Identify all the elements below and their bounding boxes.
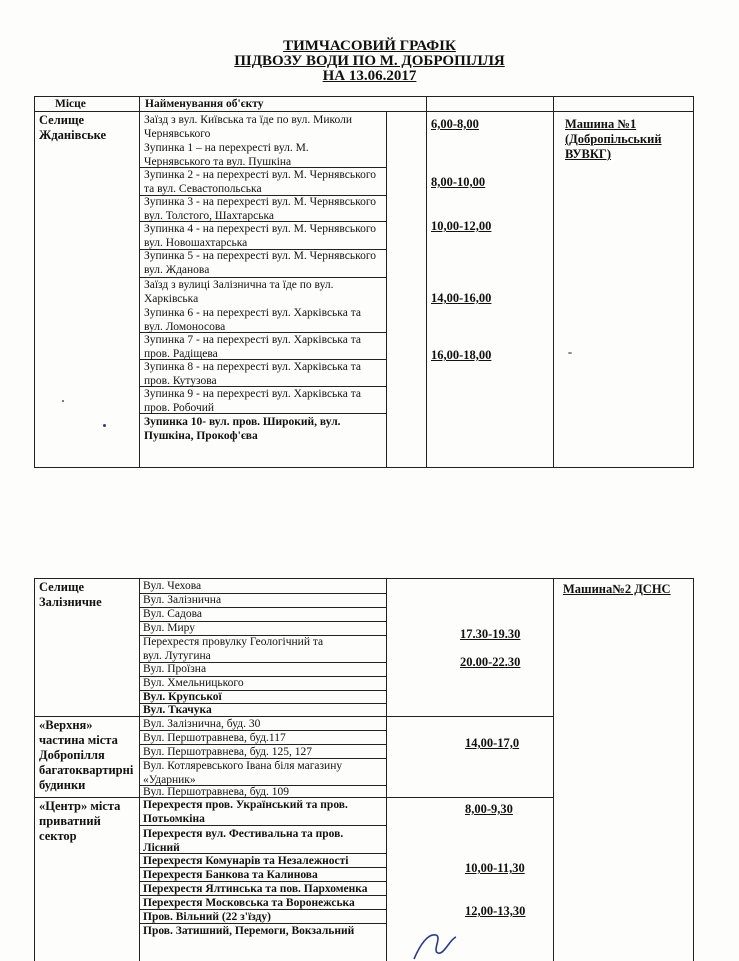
time-slot: 8,00-9,30: [465, 802, 513, 816]
stop-row: Зупинка 7 - на перехресті вул. Харківська та пров. Радіщева: [144, 334, 361, 360]
column-header-object: Найменування об'єкту: [145, 98, 264, 110]
street-row: Вул. Проїзна: [143, 663, 207, 675]
stop-row: Зупинка 9 - на перехресті вул. Харківська та пров. Робочий: [144, 388, 361, 414]
street-row: Перехрестя Московська та Воронежська: [143, 897, 355, 909]
street-row: Пров. Вільний (22 з'їзду): [143, 911, 271, 923]
street-row: Вул. Першотравнева, буд. 109: [143, 786, 289, 798]
title-line-1: ТИМЧАСОВИЙ ГРАФІК: [283, 38, 456, 54]
stop-row: Зупинка 8 - на перехресті вул. Харківська та пров. Кутузова: [144, 361, 361, 387]
column-header-place: Місце: [55, 98, 86, 110]
time-slot: 14,00-17,0: [465, 736, 520, 750]
title-line-3: НА 13.06.2017: [322, 68, 417, 84]
place-cell: Селище Жданівське: [39, 113, 107, 142]
machine-label: Машина№2 ДСНС: [563, 582, 671, 596]
stray-mark: [568, 352, 572, 354]
stop-row: Зупинка 2 - на перехресті вул. М. Чернявського та вул. Севастопольська: [144, 169, 377, 195]
stop-row: Зупинка 4 - на перехресті вул. М. Чернявського вул. Новошахтарська: [144, 223, 377, 249]
time-slot: 12,00-13,30: [465, 904, 526, 918]
street-row: Перехрестя вул. Фестивальна та пров. Лісний: [143, 828, 344, 854]
place-cell: «Верхня» частина міста Добропілля багатоквартирні будинки: [39, 718, 134, 792]
time-slot: 20.00-22.30: [460, 655, 521, 669]
street-row: Перехрестя Комунарів та Незалежності: [143, 855, 349, 867]
time-slot: 6,00-8,00: [431, 117, 479, 131]
stop-row: Зупинка 3 - на перехресті вул. М. Чернявського вул. Толстого, Шахтарська: [144, 196, 377, 222]
street-row: Перехрестя пров. Український та пров. Потьомкіна: [143, 799, 348, 825]
signature-mark: [410, 925, 470, 960]
place-cell: «Центр» міста приватний сектор: [39, 799, 121, 843]
time-slot: 17.30-19.30: [460, 627, 521, 641]
stray-mark: [103, 424, 106, 427]
street-row: Вул. Котляревського Івана біля магазину «Ударник»: [143, 760, 343, 786]
time-slot: 10,00-11,30: [465, 861, 525, 875]
stop-row: Зупинка 10- вул. пров. Широкий, вул. Пушкіна, Прокоф'єва: [144, 416, 341, 442]
street-row: Вул. Залізнична: [143, 594, 222, 606]
street-row: Вул. Садова: [143, 608, 203, 620]
street-row: Вул. Чехова: [143, 580, 202, 592]
street-row: Вул. Миру: [143, 622, 195, 634]
place-cell: Селище Залізничне: [39, 580, 102, 609]
street-row: Вул. Залізнична, буд. 30: [143, 718, 261, 730]
machine-label: Машина №1 (Добропільський ВУВКГ): [565, 117, 662, 161]
schedule-table-1: [34, 96, 694, 468]
street-row: Вул. Хмельницького: [143, 677, 244, 689]
street-row: Вул. Першотравнева, буд.117: [143, 732, 286, 744]
time-slot: 10,00-12,00: [431, 219, 492, 233]
street-row: Вул. Першотравнева, буд. 125, 127: [143, 746, 312, 758]
schedule-table-2: [34, 578, 694, 961]
title-line-2: ПІДВОЗУ ВОДИ ПО М. ДОБРОПІЛЛЯ: [234, 53, 505, 69]
time-slot: 14,00-16,00: [431, 291, 492, 305]
stray-mark: [62, 400, 64, 402]
stop-row: Заїзд з вулиці Залізнична та їде по вул. Харківська Зупинка 6 - на перехресті вул. Харківська та вул. Ломоносова: [144, 279, 361, 333]
street-row: Перехрестя Ялтинська та пов. Пархоменка: [143, 883, 368, 895]
street-row: Пров. Затишний, Перемоги, Вокзальний: [143, 925, 355, 937]
street-row: Перехрестя Банкова та Калинова: [143, 869, 318, 881]
street-row: Перехрестя провулку Геологічний та вул. Лутугина: [143, 636, 324, 662]
stop-row: Заїзд з вул. Київська та їде по вул. Миколи Чернявського Зупинка 1 – на перехресті вул. М. Чернявського та вул. Пушкіна: [144, 114, 353, 168]
time-slot: 8,00-10,00: [431, 175, 486, 189]
stop-row: Зупинка 5 - на перехресті вул. М. Чернявського вул. Жданова: [144, 250, 377, 276]
street-row: Вул. Ткачука: [143, 704, 212, 716]
street-row: Вул. Крупської: [143, 691, 222, 703]
time-slot: 16,00-18,00: [431, 348, 492, 362]
